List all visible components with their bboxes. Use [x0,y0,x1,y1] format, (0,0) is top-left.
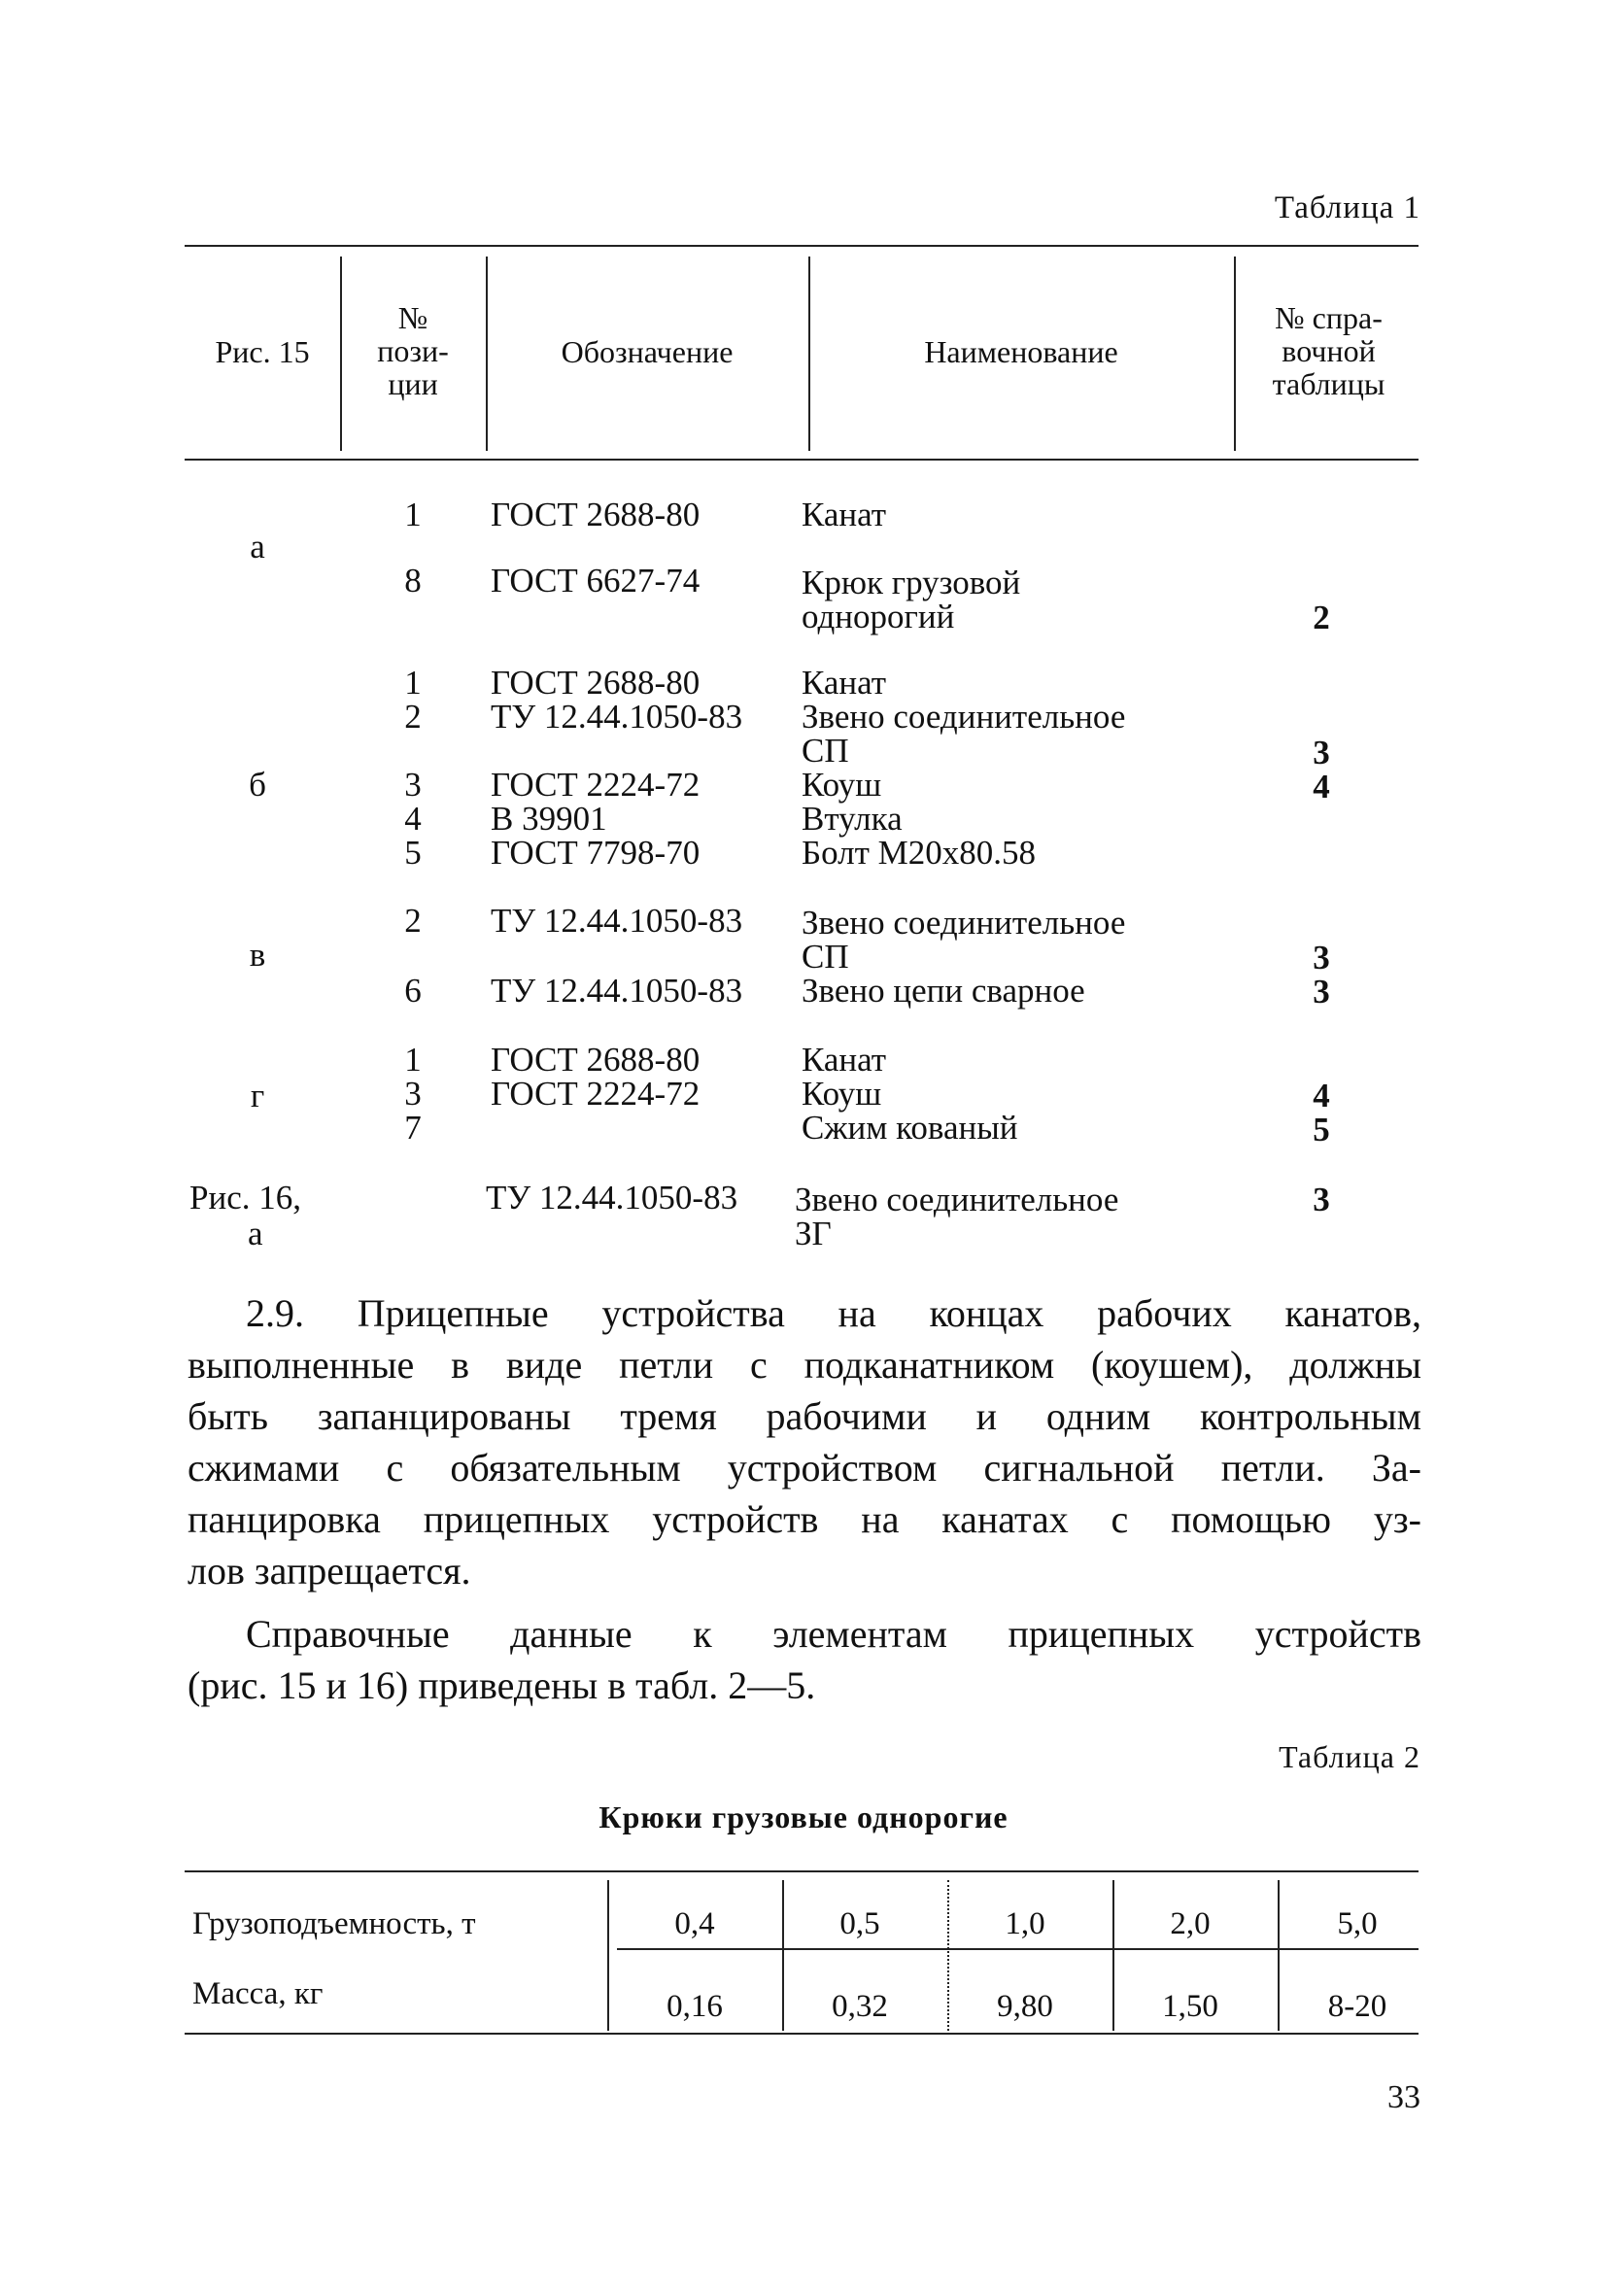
name-cell: Звено соединительное [802,904,1126,942]
position-cell: 1 [404,1041,422,1079]
mass-value: 0,32 [832,1989,888,2024]
designation-cell: ТУ 12.44.1050-83 [491,698,743,736]
name-cell: Сжим кованый [802,1109,1018,1147]
designation-cell: ТУ 12.44.1050-83 [486,1179,738,1217]
reference-cell: 4 [1313,768,1330,805]
capacity-value: 0,4 [674,1906,715,1941]
paragraph-line: панцировка прицепных устройств на канатах с помощью уз- [188,1497,1421,1541]
mass-value: 8-20 [1327,1989,1387,2024]
table-1-top-rule [185,245,1419,247]
name-cell: СП [802,732,849,770]
table-2-title: Крюки грузовые однорогие [598,1799,1009,1834]
header-reference-line: таблицы [1272,366,1385,401]
designation-cell: ГОСТ 2688-80 [491,1041,701,1079]
position-cell: 6 [404,972,422,1010]
capacity-value: 5,0 [1337,1906,1378,1941]
name-cell: Крюк грузовой [802,564,1021,601]
paragraph-line: лов запрещается. [188,1549,471,1593]
table-1-col-divider [1234,257,1236,451]
reference-cell: 3 [1313,973,1330,1011]
designation-cell: ГОСТ 2688-80 [491,664,701,702]
header-name: Наименование [924,334,1118,369]
paragraph-line: быть запанцированы тремя рабочими и одним контрольным [188,1394,1421,1438]
mass-value: 1,50 [1162,1989,1218,2024]
group-label: а [248,1215,263,1252]
table-1-caption: Таблица 1 [1274,190,1420,225]
header-designation: Обозначение [561,334,734,369]
paragraph-reference-data [188,1608,1421,1711]
paragraph-line: Справочные данные к элементам прицепных устройств [246,1612,1421,1656]
group-label: Рис. 16, [189,1179,301,1217]
name-cell: Звено соединительное [795,1181,1119,1218]
paragraph-2-9 [188,1287,1421,1596]
reference-cell: 4 [1313,1077,1330,1114]
group-label: в [249,936,266,974]
position-cell: 1 [404,496,422,533]
paragraph-line: 2.9. Прицепные устройства на концах рабочих канатов, [246,1291,1421,1335]
reference-cell: 5 [1313,1111,1330,1148]
capacity-value: 1,0 [1005,1906,1045,1941]
position-cell: 2 [404,698,422,736]
position-cell: 5 [404,834,422,872]
table-2-col-divider [607,1880,609,2031]
group-label: б [249,766,266,804]
position-cell: 7 [404,1109,422,1147]
designation-cell: ГОСТ 6627-74 [491,562,701,600]
name-cell: однорогий [802,598,955,635]
capacity-value: 2,0 [1170,1906,1211,1941]
header-position [345,301,481,400]
header-position-line: № [397,300,428,335]
name-cell: Болт М20х80.58 [802,834,1037,872]
group-label: а [250,528,265,565]
position-cell: 8 [404,562,422,600]
position-cell: 3 [404,766,422,804]
designation-cell: ГОСТ 2688-80 [491,496,701,533]
row-label-capacity: Грузоподъемность, т [192,1906,476,1941]
name-cell: Канат [802,496,887,533]
table-2-bottom-rule [185,2033,1419,2035]
name-cell: Коуш [802,766,882,804]
table-2-top-rule [185,1870,1419,1872]
reference-cell: 2 [1313,599,1330,636]
name-cell: Звено соединительное [802,698,1126,736]
reference-cell: 3 [1313,939,1330,977]
designation-cell: ГОСТ 2224-72 [491,766,701,804]
group-label: г [250,1077,265,1114]
header-position-line: пози- [377,333,449,368]
table-1-col-divider [340,257,342,451]
page-number: 33 [1387,2079,1420,2115]
position-cell: 4 [404,800,422,838]
designation-cell: ТУ 12.44.1050-83 [491,972,743,1010]
header-reference-line: № спра- [1275,300,1383,335]
position-cell: 2 [404,902,422,940]
table-1-col-divider [486,257,488,451]
header-fig: Рис. 15 [215,334,310,369]
position-cell: 1 [404,664,422,702]
name-cell: ЗГ [795,1215,832,1252]
table-1-col-divider [808,257,810,451]
designation-cell: ТУ 12.44.1050-83 [491,902,743,940]
position-cell: 3 [404,1075,422,1113]
name-cell: Коуш [802,1075,882,1113]
row-label-mass: Масса, кг [192,1976,324,2011]
reference-cell: 3 [1313,734,1330,771]
designation-cell: В 39901 [491,800,607,838]
name-cell: СП [802,938,849,976]
name-cell: Звено цепи сварное [802,972,1085,1010]
reference-cell: 3 [1313,1181,1330,1218]
name-cell: Канат [802,664,887,702]
header-reference-table [1239,301,1419,400]
paragraph-line: выполненные в виде петли с подканатником (коушем), должны [188,1343,1421,1387]
mass-value: 0,16 [667,1989,723,2024]
table-1-header-rule [185,459,1419,461]
mass-value: 9,80 [997,1989,1053,2024]
capacity-value: 0,5 [839,1906,880,1941]
designation-cell: ГОСТ 2224-72 [491,1075,701,1113]
header-reference-line: вочной [1282,333,1376,368]
designation-cell: ГОСТ 7798-70 [491,834,701,872]
name-cell: Канат [802,1041,887,1079]
name-cell: Втулка [802,800,903,838]
header-position-line: ции [388,366,438,401]
table-2-mid-rule [617,1948,1419,1950]
paragraph-line: сжимами с обязательным устройством сигнальной петли. За- [188,1446,1421,1490]
paragraph-line: (рис. 15 и 16) приведены в табл. 2—5. [188,1663,816,1707]
table-2-caption: Таблица 2 [1279,1739,1420,1774]
